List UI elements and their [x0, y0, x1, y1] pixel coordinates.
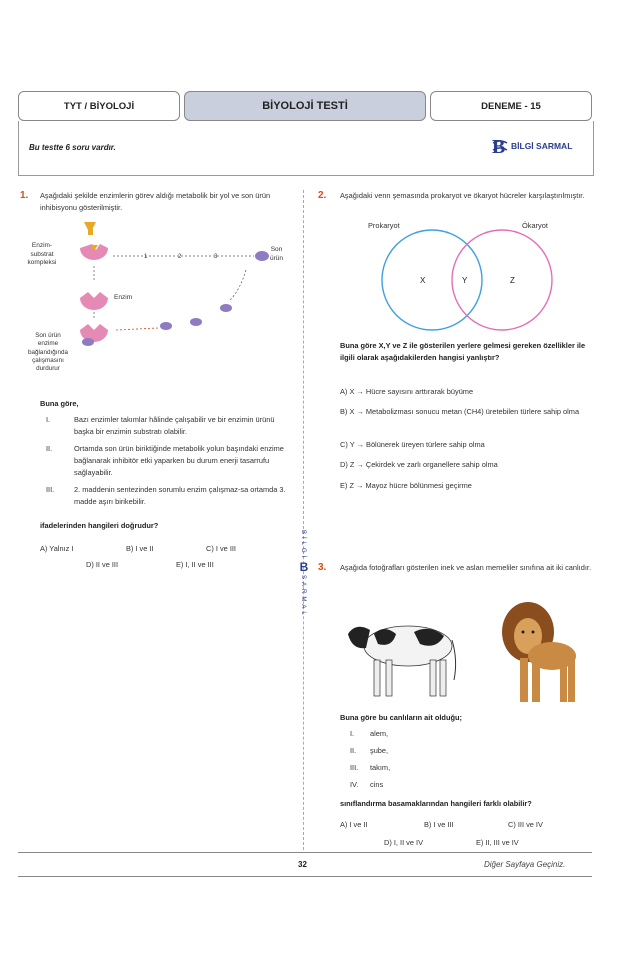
question-count-note: Bu testte 6 soru vardır.	[29, 143, 116, 152]
step-1-label: 1	[144, 254, 148, 260]
q1-option-b[interactable]: B) I ve II	[126, 544, 154, 553]
q3-item: I. alem,	[350, 729, 389, 738]
q3-items	[350, 728, 390, 796]
q1-stem: Aşağıdaki şekilde enzimlerin görev aldığı metabolik bir yol ve son ürün inhibisyonu gösterilmiştir.	[40, 191, 271, 212]
q2-option-e[interactable]: E) Z → Mayoz hücre bölünmesi geçirme	[340, 481, 472, 490]
brand-name: BİLGİ SARMAL	[511, 141, 573, 151]
q2-question: Buna göre X,Y ve Z ile gösterilen yerlere gelmesi gereken özellikler ile ilgili olarak aşağıdakilerden hangisi yanlıştır?	[340, 341, 586, 362]
q1-option-e[interactable]: E) I, II ve III	[176, 560, 214, 569]
venn-diagram	[374, 226, 558, 336]
q2-option-c[interactable]: C) Y → Bölünerek üreyen türlere sahip olma	[340, 440, 485, 449]
column-divider	[303, 190, 305, 850]
cow-photo	[344, 604, 464, 704]
brand-b-icon	[491, 135, 509, 157]
q2-option-b[interactable]: B) X → Metabolizması sonucu metan (CH4) üretebilen türlere sahip olma	[340, 407, 580, 416]
q3-lead: Buna göre bu canlıların ait olduğu;	[340, 713, 462, 722]
q3-option-e[interactable]: E) II, III ve IV	[476, 838, 519, 847]
q2-stem: Aşağıdaki venn şemasında prokaryot ve ökaryot hücreler karşılaştırılmıştır.	[340, 191, 585, 200]
q1-statements	[40, 414, 292, 508]
spine-bottom: SARMAL	[300, 575, 306, 619]
spine-b-icon: B	[299, 560, 309, 575]
q3-option-a[interactable]: A) I ve II	[340, 820, 368, 829]
q1-number: 1.	[20, 190, 29, 201]
spine-top: BİLGİ	[300, 530, 306, 561]
svg-text:B: B	[492, 136, 506, 157]
venn-x: X	[420, 276, 426, 285]
q3-item: IV. cins	[350, 780, 384, 789]
spine-brand	[298, 530, 310, 618]
lion-photo	[488, 596, 580, 708]
q2-option-a[interactable]: A) X → Hücre sayısını arttırarak büyüme	[340, 387, 474, 396]
q3-option-d[interactable]: D) I, II ve IV	[384, 838, 424, 847]
venn-z: Z	[510, 276, 515, 285]
q3-item: III. takım,	[350, 763, 391, 772]
q2-number: 2.	[318, 190, 327, 201]
q2-option-d[interactable]: D) Z → Çekirdek ve zarlı organellere sahip olma	[340, 460, 498, 469]
brand-logo	[491, 135, 572, 157]
q3-question: sınıflandırma basamaklarından hangileri farklı olabilir?	[340, 799, 532, 808]
end-product-shape	[255, 251, 269, 261]
enzyme-label: Enzim	[114, 294, 133, 301]
venn-left-label: Prokaryot	[368, 221, 400, 230]
substrate-shape	[84, 222, 96, 230]
q1-question: ifadelerinden hangileri doğrudur?	[40, 521, 159, 530]
footer-top-line	[18, 852, 592, 853]
product-label: Son ürün	[270, 246, 284, 262]
header-exam: DENEME - 15	[430, 91, 592, 121]
subheader-box	[18, 121, 594, 176]
q1-statement: I. Bazı enzimler takımlar hâlinde çalışabilir ve bir enzimin ürünü başka bir enzimin substratı olabilir.	[46, 415, 275, 436]
q3-stem: Aşağıda fotoğrafları gösterilen inek ve aslan memeliler sınıfına ait iki canlıdır.	[340, 563, 591, 572]
q1-pathway-figure	[18, 220, 298, 390]
q1-option-c[interactable]: C) I ve III	[206, 544, 236, 553]
q3-item: II. şube,	[350, 746, 389, 755]
q1-option-a[interactable]: A) Yalnız I	[40, 544, 74, 553]
q1-option-d[interactable]: D) II ve III	[86, 560, 119, 569]
inhibition-label: Son ürün enzime bağlandığında çalışmasını durdurur	[28, 332, 68, 373]
page-number: 32	[298, 860, 307, 869]
enzyme-shape	[80, 292, 108, 310]
q3-option-c[interactable]: C) III ve IV	[508, 820, 543, 829]
q1-statement: II. Ortamda son ürün biriktiğinde metabolik yolun başındaki enzime bağlanarak inhibitör etki yaparken bu durum enerji tasarrufu sağlayabilir.	[46, 444, 284, 477]
venn-right-label: Ökaryot	[522, 221, 548, 230]
step-2-label: 2	[178, 254, 182, 260]
complex-label: Enzim- substrat kompleksi	[27, 242, 57, 266]
venn-y: Y	[462, 276, 468, 285]
q3-option-b[interactable]: B) I ve III	[424, 820, 454, 829]
step-3-label: 3	[214, 254, 218, 260]
q1-statement: III. 2. maddenin sentezinden sorumlu enzim çalışmaz-sa ortamda 3. madde aşırı birikebilir.	[46, 485, 286, 506]
next-page-note: Diğer Sayfaya Geçiniz.	[484, 860, 566, 869]
header-bar	[18, 91, 592, 121]
header-title: BİYOLOJİ TESTİ	[184, 91, 426, 121]
header-subject: TYT / BİYOLOJİ	[18, 91, 180, 121]
footer-bottom-line	[18, 876, 592, 877]
q1-lead: Buna göre,	[40, 399, 79, 408]
q3-number: 3.	[318, 562, 327, 573]
